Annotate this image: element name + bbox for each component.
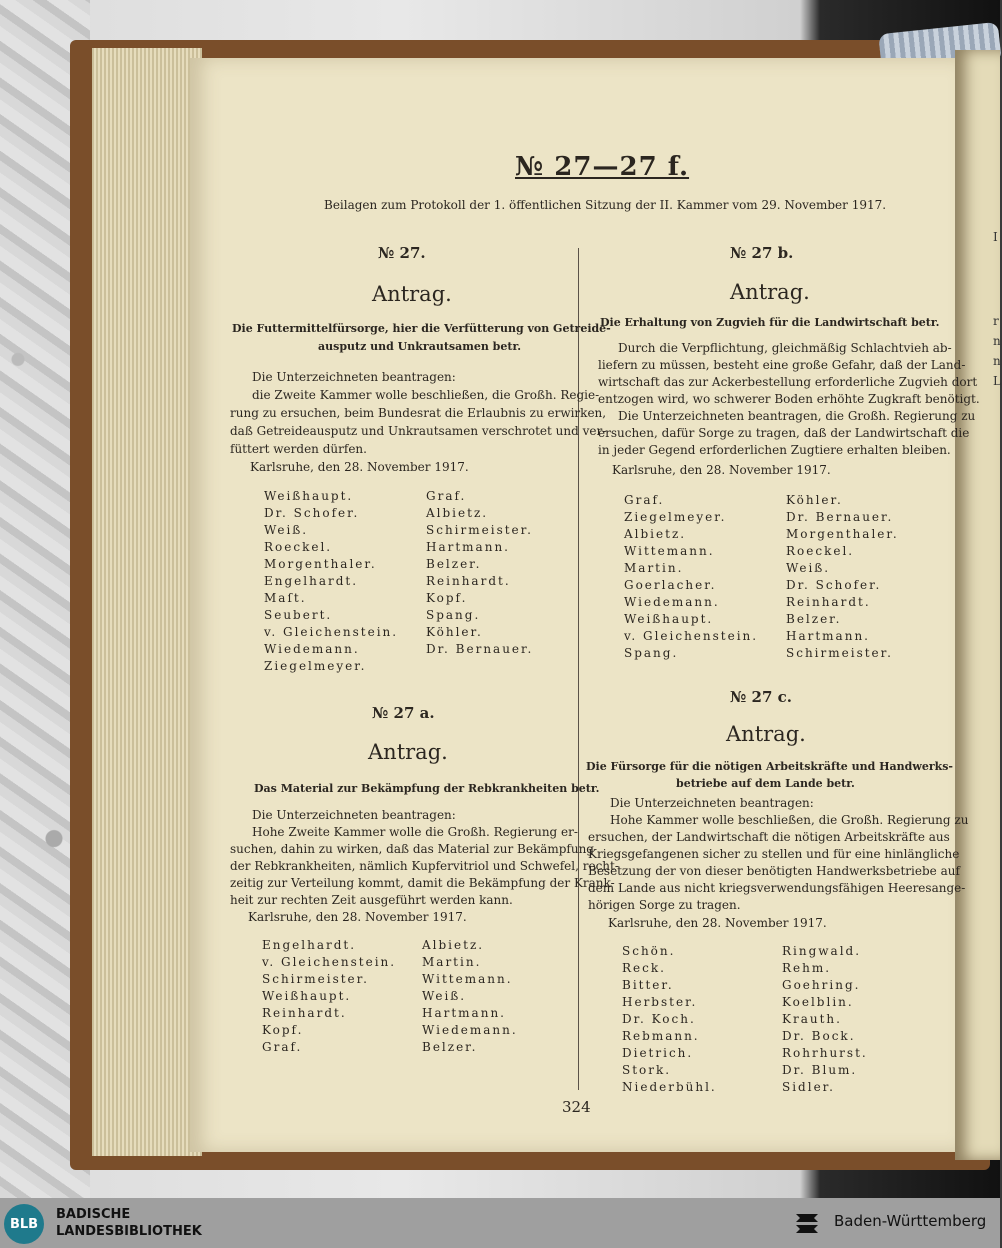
signature: Weiß. (422, 989, 467, 1003)
signature: Graf. (262, 1040, 303, 1054)
section-date-27c: Karlsruhe, den 28. November 1917. (608, 916, 827, 930)
signature: Krauth. (782, 1012, 842, 1026)
signature: Engelhardt. (264, 574, 359, 588)
section-subject-27-line2: ausputz und Unkrautsamen betr. (318, 340, 522, 353)
signature: Wiedemann. (264, 642, 360, 656)
section-title-27c: Antrag. (726, 722, 806, 746)
column-divider (578, 248, 579, 1090)
section-title-27b: Antrag. (730, 280, 810, 304)
section-body-line: suchen, dahin zu wirken, daß das Material zur Bekämpfung (230, 842, 594, 856)
section-body-line: entzogen wird, wo schwerer Boden erhöhte Zugkraft benötigt. (598, 392, 980, 406)
signature: Wittemann. (624, 544, 715, 558)
blb-logo-icon[interactable]: BLB (4, 1204, 44, 1244)
library-name-line1: BADISCHE (56, 1207, 131, 1222)
page-edges (92, 48, 202, 1156)
page-number: 324 (562, 1098, 591, 1116)
section-body-line: die Zweite Kammer wolle beschließen, die Großh. Regie- (252, 388, 600, 402)
signature: Weiß. (264, 523, 309, 537)
signature: Reinhardt. (262, 1006, 347, 1020)
signature: Belzer. (422, 1040, 478, 1054)
section-body-line: hörigen Sorge zu tragen. (588, 898, 741, 912)
signature: Köhler. (426, 625, 483, 639)
section-body-line: liefern zu müssen, besteht eine große Gefahr, daß der Land- (598, 358, 966, 372)
book-page (190, 58, 980, 1152)
signature: Spang. (426, 608, 481, 622)
signature: v. Gleichenstein. (624, 629, 759, 643)
signature: Schirmeister. (262, 972, 369, 986)
baden-wuerttemberg-lions-icon[interactable] (792, 1208, 822, 1238)
section-subject-27c-line1: Die Fürsorge für die nötigen Arbeitskräfte und Handwerks- (586, 760, 953, 773)
signature: Roeckel. (786, 544, 855, 558)
signature: Kopf. (426, 591, 468, 605)
library-name-line2: LANDESBIBLIOTHEK (56, 1224, 202, 1239)
signature: Wiedemann. (422, 1023, 518, 1037)
signature: Wittemann. (422, 972, 513, 986)
section-number-27b: № 27 b. (730, 244, 794, 262)
signature: Seubert. (264, 608, 333, 622)
signature: Spang. (624, 646, 679, 660)
signature: Morgenthaler. (264, 557, 377, 571)
section-body-line: rung zu ersuchen, beim Bundesrat die Erlaubnis zu erwirken, (230, 406, 607, 420)
signature: Reinhardt. (786, 595, 871, 609)
signature: Dr. Schofer. (786, 578, 882, 592)
page-header: № 27—27 f. (515, 152, 690, 182)
section-body-line: ersuchen, dafür Sorge zu tragen, daß der Landwirtschaft die (598, 426, 970, 440)
section-subject-27b: Die Erhaltung von Zugvieh für die Landwirtschaft betr. (600, 316, 940, 329)
section-body-line: ersuchen, der Landwirtschaft die nötigen Arbeitskräfte aus (588, 830, 950, 844)
signature: Ziegelmeyer. (624, 510, 727, 524)
signature: Roeckel. (264, 540, 333, 554)
signature: Reck. (622, 961, 666, 975)
signature: Hartmann. (786, 629, 870, 643)
signature: Graf. (624, 493, 665, 507)
signature: Ziegelmeyer. (264, 659, 367, 673)
signature: v. Gleichenstein. (262, 955, 397, 969)
signature: Schirmeister. (426, 523, 533, 537)
section-body-line: füttert werden dürfen. (230, 442, 367, 456)
section-body-line: Die Unterzeichneten beantragen: (252, 370, 456, 384)
signature: v. Gleichenstein. (264, 625, 399, 639)
section-body-line: wirtschaft das zur Ackerbestellung erforderliche Zugvieh dort (598, 375, 978, 389)
signature: Niederbühl. (622, 1080, 717, 1094)
signature: Weißhaupt. (624, 612, 714, 626)
signature: Sidler. (782, 1080, 835, 1094)
signature: Dr. Bernauer. (786, 510, 894, 524)
signature: Koelblin. (782, 995, 854, 1009)
signature: Dr. Bock. (782, 1029, 856, 1043)
library-name[interactable] (56, 1206, 202, 1240)
state-name[interactable]: Baden-Württemberg (834, 1212, 987, 1230)
section-subject-27c-line2: betriebe auf dem Lande betr. (676, 777, 855, 790)
signature: Morgenthaler. (786, 527, 899, 541)
signature: Stork. (622, 1063, 672, 1077)
section-number-27c: № 27 c. (730, 688, 792, 706)
section-body-line: zeitig zur Verteilung kommt, damit die Bekämpfung der Krank- (230, 876, 615, 890)
facing-page-edge: I r n n L (955, 50, 1000, 1160)
signature: Kopf. (262, 1023, 304, 1037)
section-title-27a: Antrag. (368, 740, 448, 764)
section-body-line: Die Unterzeichneten beantragen: (610, 796, 814, 810)
signature: Weiß. (786, 561, 831, 575)
signature: Goehring. (782, 978, 861, 992)
section-date-27a: Karlsruhe, den 28. November 1917. (248, 910, 467, 924)
section-body-line: Die Unterzeichneten beantragen, die Großh. Regierung zu (618, 409, 976, 423)
section-subject-27a: Das Material zur Bekämpfung der Rebkrankheiten betr. (254, 782, 600, 795)
signature: Dr. Bernauer. (426, 642, 534, 656)
signature: Dr. Koch. (622, 1012, 696, 1026)
section-body-line: dem Lande aus nicht kriegsverwendungsfähigen Heeresange- (588, 881, 966, 895)
signature: Albietz. (422, 938, 485, 952)
section-body-line: Kriegsgefangenen sicher zu stellen und für eine hinlängliche (588, 847, 960, 861)
signature: Schön. (622, 944, 676, 958)
section-body-line: der Rebkrankheiten, nämlich Kupfervitriol und Schwefel, recht- (230, 859, 619, 873)
viewer-footer-bar (0, 1198, 1000, 1248)
signature: Bitter. (622, 978, 674, 992)
section-body-line: in jeder Gegend erforderlichen Zugtiere erhalten bleiben. (598, 443, 951, 457)
signature: Dietrich. (622, 1046, 694, 1060)
signature: Ringwald. (782, 944, 862, 958)
signature: Schirmeister. (786, 646, 893, 660)
signature: Martin. (624, 561, 684, 575)
signature: Weißhaupt. (264, 489, 354, 503)
signature: Wiedemann. (624, 595, 720, 609)
signature: Graf. (426, 489, 467, 503)
signature: Weißhaupt. (262, 989, 352, 1003)
section-body-line: Durch die Verpflichtung, gleichmäßig Schlachtvieh ab- (618, 341, 952, 355)
signature: Herbster. (622, 995, 698, 1009)
section-number-27a: № 27 a. (372, 704, 435, 722)
signature: Albietz. (426, 506, 489, 520)
signature: Belzer. (426, 557, 482, 571)
signature: Rohrhurst. (782, 1046, 868, 1060)
section-subject-27-line1: Die Futtermittelfürsorge, hier die Verfütterung von Getreide- (232, 322, 611, 335)
section-date-27b: Karlsruhe, den 28. November 1917. (612, 463, 831, 477)
signature: Maſt. (264, 591, 307, 605)
section-body-line: Besetzung der von dieser benötigten Handwerksbetriebe auf (588, 864, 960, 878)
signature: Köhler. (786, 493, 843, 507)
signature: Albietz. (624, 527, 687, 541)
signature: Hartmann. (426, 540, 510, 554)
signature: Rehm. (782, 961, 832, 975)
signature: Hartmann. (422, 1006, 506, 1020)
signature: Martin. (422, 955, 482, 969)
signature: Engelhardt. (262, 938, 357, 952)
section-number-27: № 27. (378, 244, 426, 262)
section-title-27: Antrag. (372, 282, 452, 306)
section-body-line: heit zur rechten Zeit ausgeführt werden kann. (230, 893, 513, 907)
signature: Rebmann. (622, 1029, 700, 1043)
signature: Dr. Schofer. (264, 506, 360, 520)
signature: Dr. Blum. (782, 1063, 858, 1077)
section-body-line: Hohe Kammer wolle beschließen, die Großh. Regierung zu (610, 813, 969, 827)
signature: Reinhardt. (426, 574, 511, 588)
signature: Belzer. (786, 612, 842, 626)
page-subtitle: Beilagen zum Protokoll der 1. öffentlichen Sitzung der II. Kammer vom 29. November 1917. (324, 198, 887, 212)
signature: Goerlacher. (624, 578, 717, 592)
section-body-line: daß Getreideausputz und Unkrautsamen verschrotet und ver- (230, 424, 607, 438)
section-date-27: Karlsruhe, den 28. November 1917. (250, 460, 469, 474)
section-body-line: Die Unterzeichneten beantragen: (252, 808, 456, 822)
section-body-line: Hohe Zweite Kammer wolle die Großh. Regierung er- (252, 825, 578, 839)
